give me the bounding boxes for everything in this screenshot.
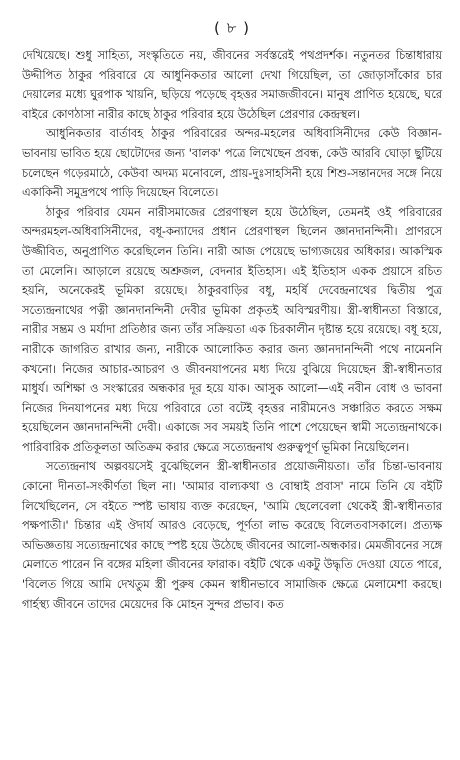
book-page [22,18,442,614]
body-text [22,46,442,614]
paragraph-4: সত্যেন্দ্রনাথ অল্পবয়সেই বুঝেছিলেন স্ত্রী-স্বাধীনতার প্রয়োজনীয়তা। তাঁর চিন্তা-ভাবনায় কোনো দীনতা-সংকীর্ণতা ছিল না। 'আমার বাল্যকথা ও বোম্বাই প্রবাস' নামে তিনি যে বইটি লিখেছিলেন, সে বইতে স্পষ্ট ভাষায় ব্যক্ত করেছেন, 'আমি ছেলেবেলা থেকেই স্ত্রী-স্বাধীনতার পক্ষপাতী।' চিন্তার এই ঔদার্য আরও বেড়েছে, পূর্ণতা লাভ করেছে বিলেতবাসকালে। প্রত্যক্ষ অভিজ্ঞতায় সত্যেন্দ্রনাথের কাছে স্পষ্ট হয়ে উঠেছে জীবনের আলো-অন্ধকার। মেমজীবনের সঙ্গে মেলাতে পারেন নি বঙ্গের মহিলা জীবনের ফারাক। বইটি থেকে একটু উদ্ধৃতি দেওয়া যেতে পারে, 'বিলেত গিয়ে আমি দেখতুম স্ত্রী পুরুষ কেমন স্বাধীনভাবে সামাজিক ক্ষেত্রে মেলামেশা করছে। গার্হস্থ্য জীবনে তাদের মেয়েদের কি মোহন সুন্দর প্রভাব। কত [22,460,442,611]
page-number: ( ৮ ) [214,19,250,37]
paragraph-1: দেখিয়েছে। শুধু সাহিত্য, সংস্কৃতিতে নয়, জীবনের সর্বস্তরেই পথপ্রদর্শক। নতুনতর চিন্তাধারায় উদ্দীপিত ঠাকুর পরিবারে যে আধুনিকতার আলো দেখা গিয়েছিল, তা জোড়াসাঁকোর চার দেয়ালের মধ্যে ঘুরপাক খায়নি, ছড়িয়ে পড়েছে বৃহত্তর সমাজজীবনে। মানুষ প্রাণিত হয়েছে, ঘরে বাইরে কোণঠাসা নারীর কাছে ঠাকুর পরিবার হয়ে উঠেছিল প্রেরণার কেন্দ্রস্থল। [22,49,442,121]
paragraph-3: ঠাকুর পরিবার যেমন নারীসমাজের প্রেরণাস্থল হয়ে উঠেছিল, তেমনই ওই পরিবারের অন্দরমহল-অধিবাসিনীদের, বধূ-কন্যাদের প্রধান প্রেরণাস্থল ছিলেন জ্ঞানদানন্দিনী। প্রাণরসে উজ্জীবিত, অনুপ্রাণিত করেছিলেন তিনি। নারী আজ পেয়েছে ভাগ্যজয়ের অধিকার। আকস্মিক তা মেলেনি। আড়ালে রয়েছে অশ্রুজল, বেদনার ইতিহাস। এই ইতিহাস একক প্রয়াসে রচিত হয়নি, অনেকেরই ভূমিকা রয়েছে। ঠাকুরবাড়ির বধূ, মহর্ষি দেবেন্দ্রনাথের দ্বিতীয় পুত্র সত্যেন্দ্রনাথের পত্নী জ্ঞানদানন্দিনী দেবীর ভূমিকা প্রকৃতই অবিস্মরণীয়। স্ত্রী-স্বাধীনতা বিস্তারে, নারীর সম্ভ্রম ও মর্যাদা প্রতিষ্ঠার জন্য তাঁর সক্রিয়তা এক চিরকালীন দৃষ্টান্ত হয়ে রয়েছে। বধূ হয়ে, নারীকে জাগরিত রাখার জন্য, নারীকে আলোকিত করার জন্য জ্ঞানদানন্দিনী পথে নামেননি কখনো। নিজের আচার-আচরণ ও জীবনযাপনের মধ্য দিয়ে বুঝিয়ে দিয়েছেন স্ত্রী-স্বাধীনতার মাধুর্য। অশিক্ষা ও সংস্কারের অন্ধকার দূর হয়ে যাক। আসুক আলো—এই নবীন বোধ ও ভাবনা নিজের দিনযাপনের মধ্য দিয়ে পরিবারে তো বটেই বৃহত্তর নারীমনেও সঞ্চারিত করতে সক্ষম হয়েছিলেন জ্ঞানদানন্দিনী দেবী। একাজে সব সময়ই তিনি পাশে পেয়েছেন স্বামী সত্যেন্দ্রনাথকে। পারিবারিক প্রতিকূলতা অতিক্রম করার ক্ষেত্রে সত্যেন্দ্রনাথ গুরুত্বপূর্ণ ভূমিকা নিয়েছিলেন। [22,205,442,454]
paragraph-2: আধুনিকতার বার্তাবহ ঠাকুর পরিবারের অন্দর-মহলের অধিবাসিনীদের কেউ বিজ্ঞান-ভাবনায় ভাবিত হয়ে ছোটোদের জন্য 'বালক' পত্রে লিখেছেন প্রবন্ধ, কেউ আরবি ঘোড়া ছুটিয়ে চলেছেন গড়েরমাঠে, কেউবা অদম্য মনোবলে, প্রায়-দুঃসাহসিনী হয়ে শিশু-সন্তানদের সঙ্গে নিয়ে একাকিনী সমুদ্রপথে পাড়ি দিয়েছেন বিলেতে। [22,127,442,200]
